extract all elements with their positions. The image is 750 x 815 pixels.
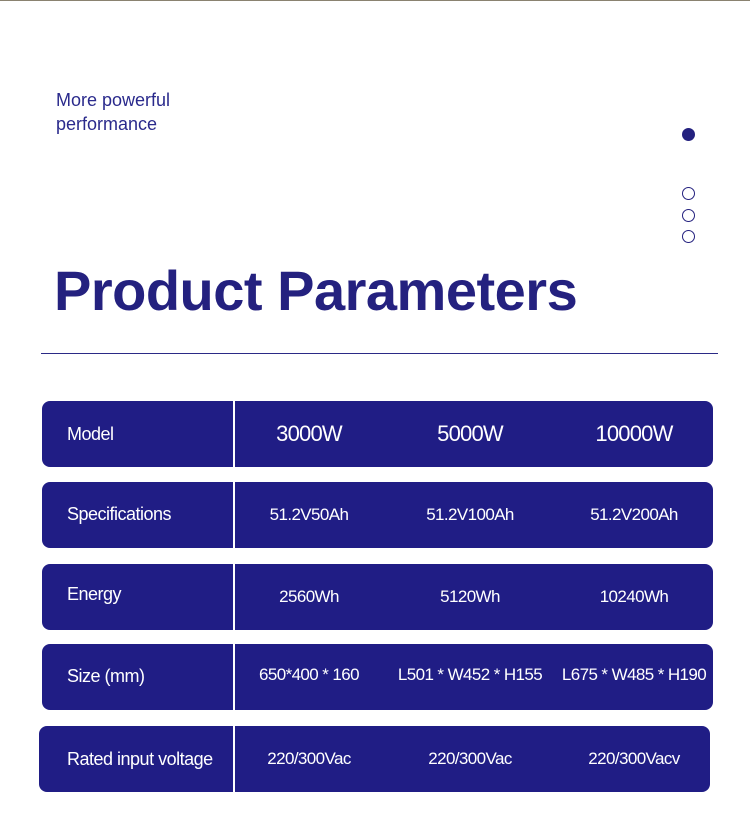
table-cell: 5000W [437, 421, 503, 446]
table-cell: 10000W [595, 421, 673, 446]
table-cell: L675 * W485 * H190 [561, 665, 707, 684]
table-cell: 51.2V50Ah [269, 505, 349, 524]
row-label: Model [67, 424, 114, 444]
pagination-dot-4[interactable] [682, 230, 695, 243]
table-cell: 220/300Vacv [588, 749, 680, 768]
row-label: Size (mm) [67, 666, 145, 686]
table-cell: 10240Wh [599, 587, 669, 606]
column-separator [233, 726, 235, 792]
table-row-model [42, 401, 713, 467]
column-separator [233, 401, 235, 467]
table-cell: 51.2V100Ah [426, 505, 514, 524]
table-cell: 220/300Vac [428, 749, 512, 768]
pagination-dot-2[interactable] [682, 187, 695, 200]
column-separator [233, 644, 235, 710]
table-row-rated-input-voltage [39, 726, 710, 792]
tagline-line-2: performance [56, 114, 158, 134]
table-cell: 2560Wh [279, 587, 339, 606]
table-row-energy [42, 564, 713, 630]
table-cell: L501 * W452 * H155 [397, 665, 543, 684]
row-label: Rated input voltage [67, 749, 213, 769]
title-divider [41, 353, 718, 354]
row-label: Energy [67, 584, 122, 604]
page-title: Product Parameters [54, 259, 578, 322]
pagination-dot-3[interactable] [682, 209, 695, 222]
tagline [56, 88, 170, 136]
column-separator [233, 564, 235, 630]
table-cell: 51.2V200Ah [590, 505, 678, 524]
table-cell: 650*400 * 160 [259, 665, 359, 684]
tagline-line-1: More powerful [56, 90, 171, 110]
row-label: Specifications [67, 504, 172, 524]
table-cell: 3000W [276, 421, 342, 446]
pagination-dot-1[interactable] [682, 128, 695, 141]
top-border-line [0, 0, 750, 1]
table-row-size [42, 644, 713, 710]
table-row-specifications [42, 482, 713, 548]
column-separator [233, 482, 235, 548]
table-cell: 5120Wh [440, 587, 500, 606]
table-cell: 220/300Vac [267, 749, 351, 768]
